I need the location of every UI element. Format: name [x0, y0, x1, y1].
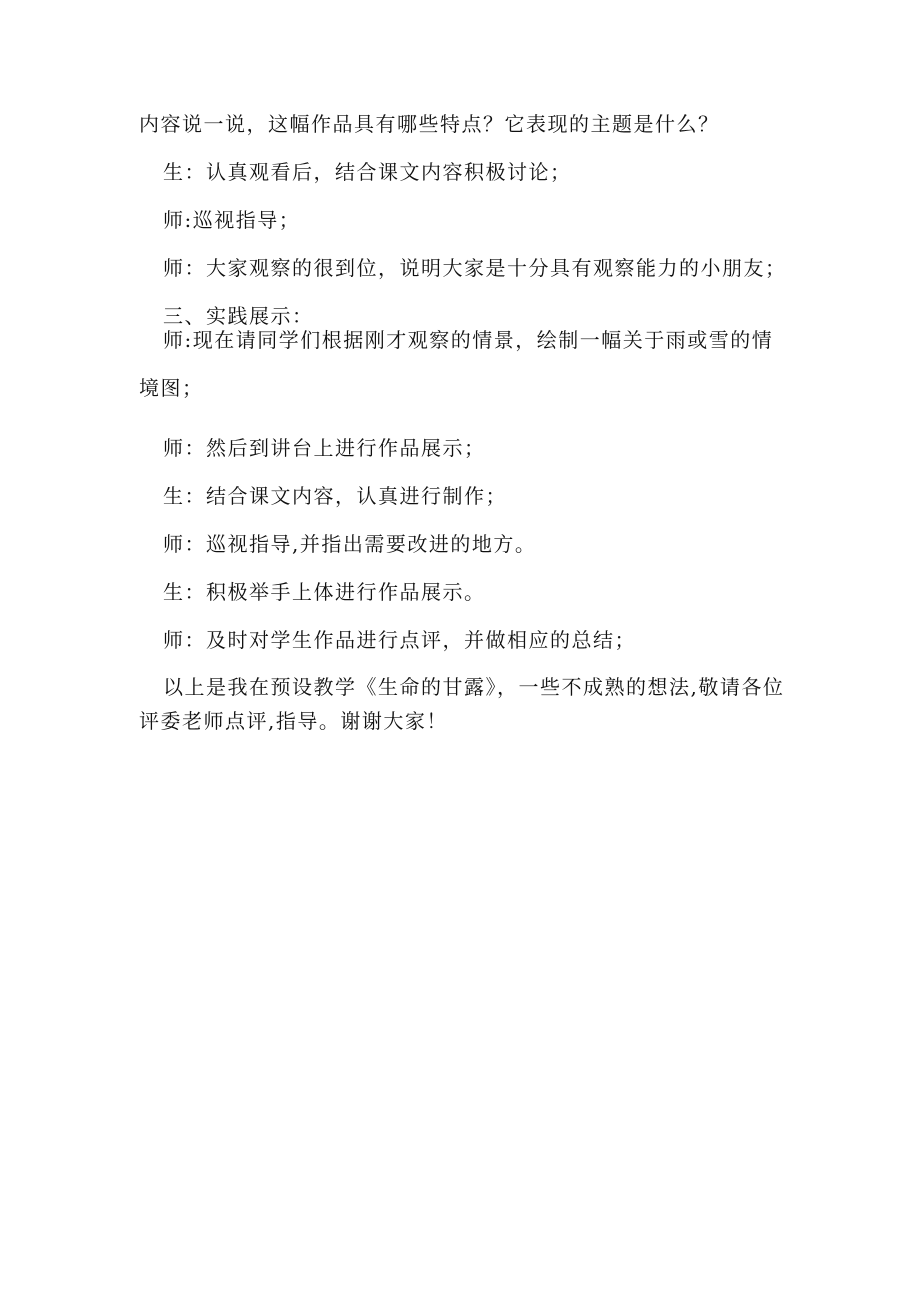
paragraph-7: 师：然后到讲台上进行作品展示； [163, 436, 486, 460]
closing-paragraph: 以上是我在预设教学《生命的甘露》，一些不成熟的想法,敬请各位评委老师点评,指导。谢谢大家！ [139, 675, 785, 733]
paragraph-9: 师：巡视指导,并指出需要改进的地方。 [163, 532, 537, 556]
section-heading: 三、实践展示： [163, 304, 314, 328]
paragraph-4: 师：大家观察的很到位，说明大家是十分具有观察能力的小朋友； [163, 256, 787, 280]
paragraph-1: 内容说一说，这幅作品具有哪些特点？它表现的主题是什么？ [139, 112, 720, 136]
paragraph-10: 生：积极举手上体进行作品展示。 [163, 580, 486, 604]
document-body [139, 112, 789, 738]
paragraph-3: 师:巡视指导； [163, 208, 301, 232]
paragraph-2: 生：认真观看后，结合课文内容积极讨论； [163, 160, 572, 184]
paragraph-6: 师:现在请同学们根据刚才观察的情景，绘制一幅关于雨或雪的情境图； [139, 328, 774, 400]
paragraph-11: 师：及时对学生作品进行点评，并做相应的总结； [163, 628, 636, 652]
paragraph-8: 生：结合课文内容，认真进行制作； [163, 484, 507, 508]
